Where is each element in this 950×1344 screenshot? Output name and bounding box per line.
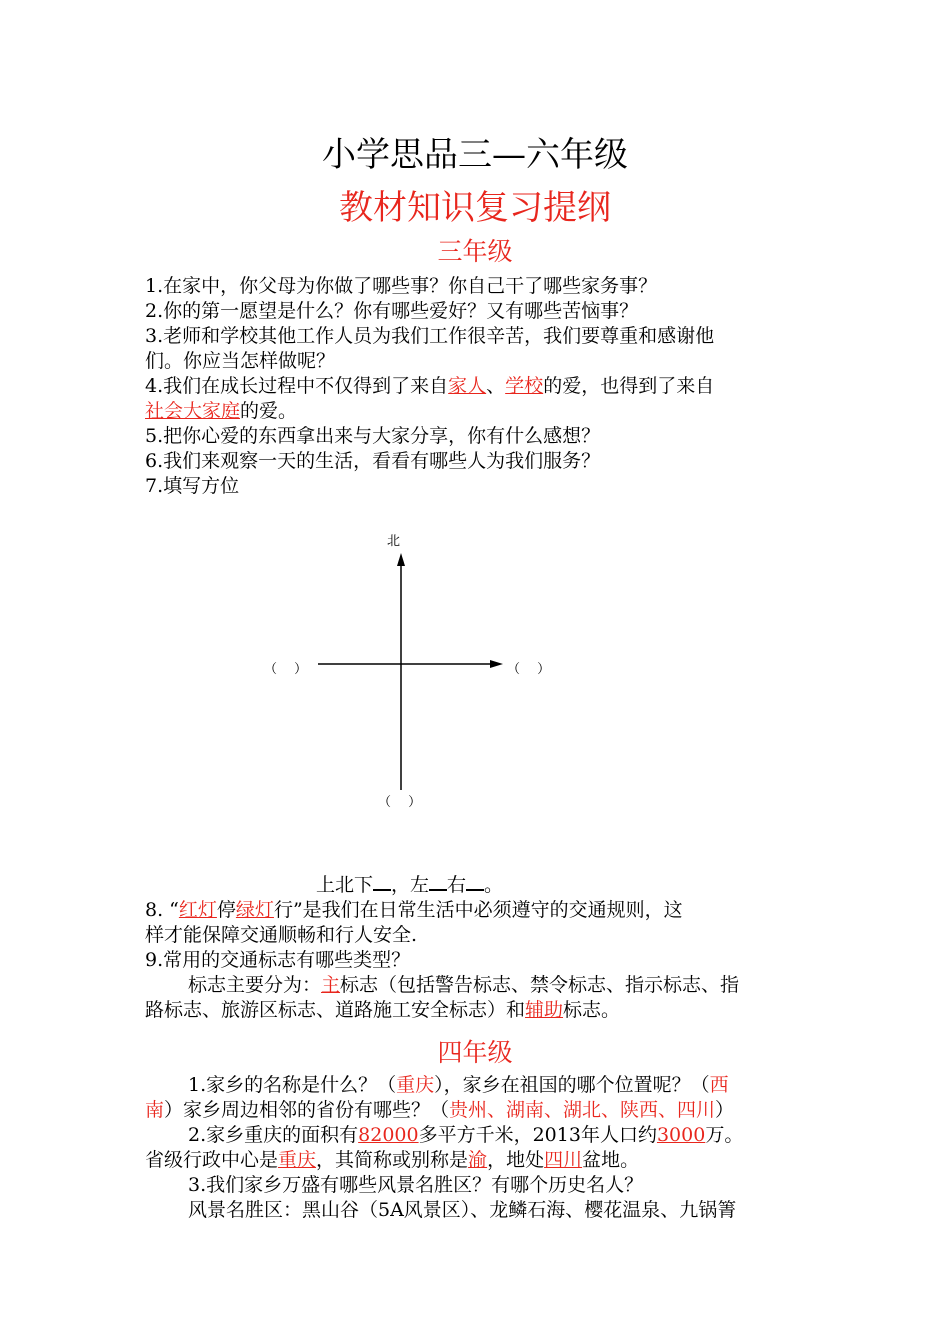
g4-answer-3: 风景名胜区：黑山谷（5A风景区）、龙鳞石海、樱花温泉、九锅箐 bbox=[188, 1199, 737, 1221]
answer-fuzhu: 辅助 bbox=[525, 999, 564, 1021]
answer-abbr: 渝 bbox=[468, 1149, 488, 1171]
text: 路标志、旅游区标志、道路施工安全标志）和 bbox=[145, 999, 526, 1021]
text: 标志。 bbox=[563, 999, 621, 1021]
north-label: 北 bbox=[387, 534, 401, 549]
answer-basin: 四川 bbox=[544, 1149, 583, 1171]
text: 。 bbox=[484, 874, 504, 896]
text: 多平方千米，2013年人口约 bbox=[418, 1124, 657, 1146]
text: ，其简称或别称是 bbox=[316, 1149, 469, 1171]
text: ），家乡在祖国的哪个位置呢？（ bbox=[434, 1074, 710, 1096]
g3-question-5: 5.把你心爱的东西拿出来与大家分享，你有什么感想？ bbox=[145, 425, 601, 447]
g4-question-2-line2 bbox=[145, 1148, 639, 1172]
g3-question-7: 7.填写方位 bbox=[145, 475, 240, 497]
g3-answer-9-line2 bbox=[145, 998, 620, 1022]
page-subtitle: 教材知识复习提纲 bbox=[339, 188, 611, 228]
text: 标志主要分为： bbox=[188, 974, 322, 996]
text: 1.家乡的名称是什么？（ bbox=[188, 1074, 397, 1096]
g4-question-1-line1 bbox=[188, 1073, 729, 1097]
g3-question-6: 6.我们来观察一天的生活，看看有哪些人为我们服务？ bbox=[145, 450, 601, 472]
answer-lvdeng: 绿灯 bbox=[235, 899, 274, 921]
g3-question-3-line2: 们。你应当怎样做呢？ bbox=[145, 350, 336, 372]
answer-area: 82000 bbox=[358, 1124, 419, 1146]
grade4-heading: 四年级 bbox=[437, 1038, 513, 1067]
text: 停 bbox=[216, 899, 236, 921]
north-arrowhead bbox=[397, 553, 405, 566]
text: 8. “ bbox=[145, 899, 179, 921]
text: 万。 bbox=[705, 1124, 744, 1146]
text: ）家乡周边相邻的省份有哪些？（ bbox=[164, 1099, 450, 1121]
g4-question-3: 3.我们家乡万盛有哪些风景名胜区？有哪个历史名人？ bbox=[188, 1174, 644, 1196]
g3-question-1: 1.在家中，你父母为你做了哪些事？你自己干了哪些家务事？ bbox=[145, 275, 658, 297]
text: 的爱，也得到了来自 bbox=[543, 375, 715, 397]
text: 右 bbox=[447, 874, 467, 896]
text: 标志（包括警告标志、禁令标志、指示标志、指 bbox=[340, 974, 740, 996]
answer-provinces: 贵州、湖南、湖北、陕西、四川 bbox=[449, 1099, 716, 1121]
text: ，地处 bbox=[487, 1149, 545, 1171]
answer-jiaren: 家人 bbox=[448, 375, 487, 397]
answer-xinan-2: 南 bbox=[145, 1099, 165, 1121]
text: 行”是我们在日常生活中必须遵守的交通规则，这 bbox=[273, 899, 683, 921]
bottom-blank: （ ） bbox=[378, 795, 422, 810]
direction-fill bbox=[316, 873, 503, 897]
text: 、 bbox=[486, 375, 506, 397]
text: 盆地。 bbox=[582, 1149, 640, 1171]
g3-question-8-line2: 样才能保障交通顺畅和行人安全. bbox=[145, 924, 418, 946]
answer-chongqing: 重庆 bbox=[396, 1074, 435, 1096]
answer-shehui: 社会大家庭 bbox=[145, 400, 241, 422]
left-blank: （ ） bbox=[264, 662, 308, 677]
text: 的爱。 bbox=[240, 400, 298, 422]
text: ） bbox=[715, 1099, 735, 1121]
answer-population: 3000 bbox=[656, 1124, 706, 1146]
g4-question-1-line2 bbox=[145, 1098, 734, 1122]
page-title: 小学思品三—六年级 bbox=[322, 135, 628, 175]
text: 2.家乡重庆的面积有 bbox=[188, 1124, 359, 1146]
answer-xuexiao: 学校 bbox=[505, 375, 544, 397]
text: 省级行政中心是 bbox=[145, 1149, 279, 1171]
right-blank: （ ） bbox=[507, 662, 551, 677]
blank-line bbox=[429, 873, 447, 891]
answer-xinan-1: 西 bbox=[709, 1074, 729, 1096]
g4-question-2-line1 bbox=[188, 1123, 743, 1147]
blank-line bbox=[466, 873, 484, 891]
text: 4.我们在成长过程中不仅得到了来自 bbox=[145, 375, 449, 397]
answer-capital: 重庆 bbox=[278, 1149, 317, 1171]
answer-hongdeng: 红灯 bbox=[178, 899, 217, 921]
east-arrowhead bbox=[490, 660, 503, 668]
blank-line bbox=[373, 873, 391, 891]
grade3-heading: 三年级 bbox=[437, 237, 513, 266]
g3-question-8-line1 bbox=[145, 898, 683, 922]
g3-question-3-line1: 3.老师和学校其他工作人员为我们工作很辛苦，我们要尊重和感谢他 bbox=[145, 325, 715, 347]
text: ，左 bbox=[391, 874, 430, 896]
g3-answer-9-line1 bbox=[188, 973, 739, 997]
text: 上北下 bbox=[316, 874, 374, 896]
g3-question-9: 9.常用的交通标志有哪些类型？ bbox=[145, 949, 411, 971]
g3-question-2: 2.你的第一愿望是什么？你有哪些爱好？又有哪些苦恼事？ bbox=[145, 300, 639, 322]
answer-zhu: 主 bbox=[321, 974, 341, 996]
